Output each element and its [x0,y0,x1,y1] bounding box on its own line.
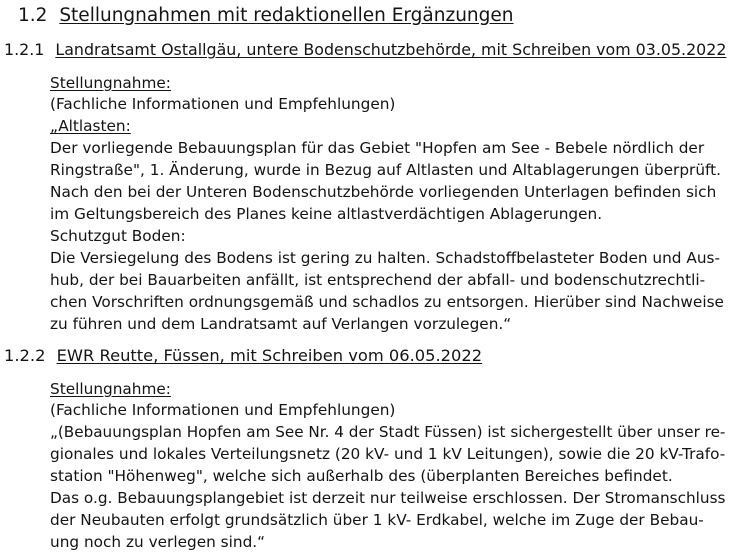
section-number: 1.2 [18,5,48,26]
subsection-title: Landratsamt Ostallgäu, untere Bodenschutzbehörde, mit Schreiben vom 03.05.2022 [55,40,727,59]
statement-label: Stellungnahme: [50,380,171,398]
paragraph-line: Nach den bei der Unteren Bodenschutzbehörde vorliegenden Unterlagen befinden sich [50,183,717,201]
subsection-number: 1.2.1 [4,40,45,59]
paragraph-line: Das o.g. Bebauungsplangebiet ist derzeit nur teilweise erschlossen. Der Stromanschluss [50,489,726,507]
paragraph-line: hub, der bei Bauarbeiten anfällt, ist entsprechend der abfall- und bodenschutzrechtli- [50,271,706,289]
paragraph-line: station "Höhenweg", welche sich außerhalb des (überplanten Bereiches befindet. [50,467,673,485]
subsection-number: 1.2.2 [4,346,46,365]
subsection-title: EWR Reutte, Füssen, mit Schreiben vom 06.05.2022 [56,346,483,365]
paragraph-line: „(Bebauungsplan Hopfen am See Nr. 4 der Stadt Füssen) ist sichergestellt über unser re- [50,423,726,441]
statement-note: (Fachliche Informationen und Empfehlungen) [50,401,396,419]
topic-heading-altlasten: „Altlasten: [50,117,131,135]
paragraph-line: gionales und lokales Verteilungsnetz (20 kV- und 1 kV Leitungen), sowie die 20 kV-Trafo- [50,445,726,463]
subsection-heading-1-2-1 [4,38,726,62]
statement-label: Stellungnahme: [50,74,171,92]
paragraph-line: der Neubauten erfolgt grundsätzlich über 1 kV- Erdkabel, welche im Zuge der Bebau- [50,511,704,529]
paragraph-line: chen Vorschriften ordnungsgemäß und schadlos zu entsorgen. Hierüber sind Nachweise [50,293,724,311]
paragraph-line: zu führen und dem Landratsamt auf Verlangen vorzulegen.“ [50,315,512,333]
paragraph-line: im Geltungsbereich des Planes keine altlastverdächtigen Ablagerungen. [50,205,603,223]
section-title: Stellungnahmen mit redaktionellen Ergänzungen [59,5,514,26]
paragraph-line: Die Versiegelung des Bodens ist gering zu halten. Schadstoffbelasteter Boden und Aus- [50,249,721,267]
topic-heading-boden: Schutzgut Boden: [50,227,186,245]
section-heading [18,4,514,28]
paragraph-line: Der vorliegende Bebauungsplan für das Gebiet "Hopfen am See - Bebele nördlich der [50,139,705,157]
paragraph-line: Ringstraße", 1. Änderung, wurde in Bezug auf Altlasten und Altablagerungen überprüft. [50,161,722,179]
statement-note: (Fachliche Informationen und Empfehlungen) [50,95,396,113]
subsection-heading-1-2-2 [4,344,482,368]
paragraph-line: ung noch zu verlegen sind.“ [50,533,266,551]
